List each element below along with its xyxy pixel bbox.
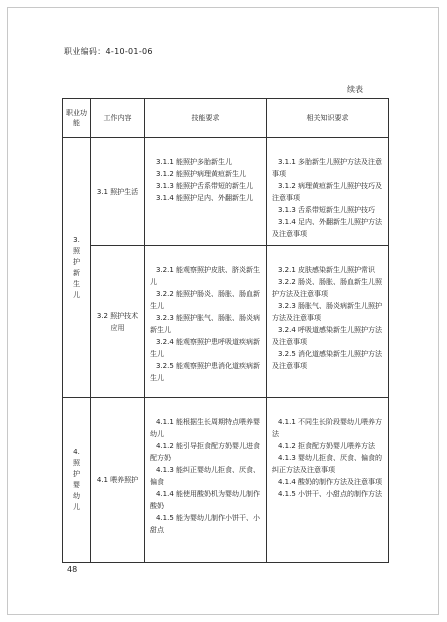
category-cell: 3.照护新生儿 [63, 138, 91, 398]
list-item: 3.2.4 呼吸道感染新生儿照护方法及注意事项 [272, 326, 383, 346]
skills-cell [145, 138, 267, 246]
list-item: 3.2.1 皮肤感染新生儿照护常识 [278, 266, 376, 274]
knowledge-cell [267, 246, 389, 398]
list-item: 4.1.2 能引导拒食配方奶婴儿进食配方奶 [150, 442, 261, 462]
knowledge-cell [267, 398, 389, 563]
list-item: 3.1.1 多胎新生儿照护方法及注意事项 [272, 158, 383, 178]
list-item: 3.1.4 能照护足内、外翻新生儿 [156, 194, 254, 202]
list-item: 3.1.2 病理黄疸新生儿照护技巧及注意事项 [272, 182, 383, 202]
list-item: 3.1.2 能照护病理黄疸新生儿 [156, 170, 247, 178]
table-header-row [63, 99, 389, 138]
skills-cell [145, 398, 267, 563]
skills-cell [145, 246, 267, 398]
list-item: 4.1.3 婴幼儿拒食、厌食、偏食的纠正方法及注意事项 [272, 454, 383, 474]
list-item: 4.1.2 拒食配方奶婴儿喂养方法 [278, 442, 376, 450]
content-cell: 3.1 照护生活 [91, 138, 145, 246]
list-item: 3.1.3 能照护舌系带短的新生儿 [156, 182, 254, 190]
list-item: 4.1.4 酸奶的制作方法及注意事项 [278, 478, 383, 486]
list-item: 3.2.3 肠胀气、肠炎病新生儿照护方法及注意事项 [272, 302, 383, 322]
list-item: 3.2.5 能观察照护患消化道疾病新生儿 [150, 362, 261, 382]
list-item: 4.1.1 能根据生长周期特点喂养婴幼儿 [150, 418, 261, 438]
header-skills: 技能要求 [145, 99, 267, 138]
list-item: 3.1.1 能照护多胎新生儿 [156, 158, 233, 166]
continued-label: 续表 [347, 85, 363, 94]
header-category: 职业功能 [63, 99, 91, 138]
table-row [63, 138, 389, 246]
list-item: 4.1.3 能纠正婴幼儿拒食、厌食、偏食 [150, 466, 261, 486]
table-row [63, 398, 389, 563]
list-item: 3.1.3 舌系带短新生儿照护技巧 [278, 206, 376, 214]
header-content: 工作内容 [91, 99, 145, 138]
header-knowledge: 相关知识要求 [267, 99, 389, 138]
list-item: 4.1.4 能使用酸奶机为婴幼儿制作酸奶 [150, 490, 261, 510]
list-item: 4.1.5 小饼干、小甜点的制作方法 [278, 490, 383, 498]
occupation-code: 职业编码：4-10-01-06 [64, 47, 153, 56]
list-item: 3.2.1 能观察照护皮肤、脐炎新生儿 [150, 266, 261, 286]
knowledge-cell [267, 138, 389, 246]
page-number: 48 [67, 565, 78, 574]
list-item: 3.2.2 肠炎、肠胀、肠血新生儿照护方法及注意事项 [272, 278, 383, 298]
skills-table [62, 98, 389, 563]
content-cell: 4.1 喂养照护 [91, 398, 145, 563]
list-item: 3.2.5 消化道感染新生儿照护方法及注意事项 [272, 350, 383, 370]
list-item: 4.1.1 不同生长阶段婴幼儿喂养方法 [272, 418, 383, 438]
list-item: 3.2.3 能照护胀气、肠胀、肠炎病新生儿 [150, 314, 261, 334]
list-item: 3.1.4 足内、外翻新生儿照护方法及注意事项 [272, 218, 383, 238]
list-item: 3.2.4 能观察照护患呼吸道疾病新生儿 [150, 338, 261, 358]
table-row [63, 246, 389, 398]
list-item: 4.1.5 能为婴幼儿制作小饼干、小甜点 [150, 514, 261, 534]
category-cell: 4.照护婴幼儿 [63, 398, 91, 563]
list-item: 3.2.2 能照护肠炎、肠胀、肠血新生儿 [150, 290, 261, 310]
content-cell: 3.2 照护技术应用 [91, 246, 145, 398]
